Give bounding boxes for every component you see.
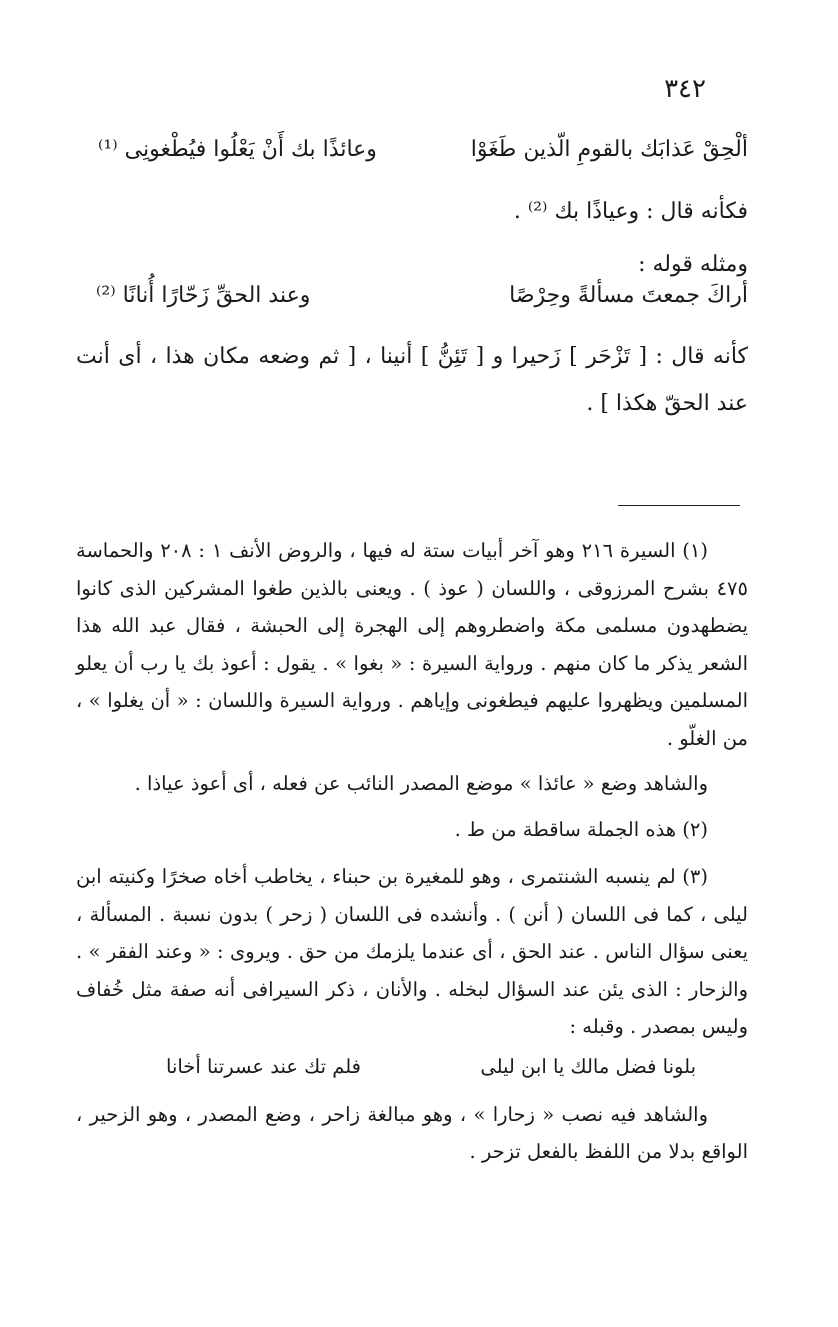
footnote-2: (٢) هذه الجملة ساقطة من ط . (454, 817, 708, 841)
page-number: ٣٤٢ (664, 74, 706, 104)
verse-first-hemistich: ألْحِقْ عَذابَك بالقومِ الّذين طَغَوْا (470, 137, 748, 162)
footnotes (76, 532, 748, 1171)
verse-second-hemistich: وعائذًا بك أَنْ يَعْلُوا فيُطْغونِى ⁽¹⁾ (98, 137, 377, 162)
footnote-divider (618, 505, 740, 506)
footnote-1: (١) السيرة ٢١٦ وهو آخر أبيات ستة له فيها ، والروض الأنف ١ : ٢٠٨ والحماسة ٤٧٥ بشرح المرزوقى ، واللسان ( عوذ ) . ويعنى بالذين طغوا المشركين الذى كانوا يضطهدون مسلمى مكة واضطروهم إلى الهجرة إلى الحبشة ، فقال عبد الله هذا الشعر يذكر ما كان منهم . ورواية السيرة : « بغوا » . يقول : أعوذ بك يا رب أن يعلو المسلمين ويظهروا عليهم فيطغونى وإياهم . ورواية السيرة واللسان : « أن يغلوا » ، من الغلّو . (76, 539, 748, 750)
verse-second-hemistich: فلم تك عند عسرتنا أخانا (166, 1054, 361, 1078)
footnote-verse (76, 1048, 748, 1086)
footnote-3: (٣) لم ينسبه الشنتمرى ، وهو للمغيرة بن حبناء ، يخاطب أخاه صخرًا وكنيته ابن ليلى ، كما فى اللسان ( أنن ) . وأنشده فى اللسان ( زحر ) بدون نسبة . المسألة ، يعنى سؤال الناس . عند الحق ، أى عندما يلزمك من حق . ويروى : « وعند الفقر » . والزحار : الذى يئن عند السؤال لبخله . والأنان ، ذكر السيرافى أنه صفة مثل خُفاف وليس بمصدر . وقبله : (76, 865, 748, 1038)
verse-first-hemistich: بلونا فضل مالك يا ابن ليلى (480, 1054, 696, 1078)
verse-second-hemistich: وعند الحقِّ زَحّارًا أُنانًا ⁽²⁾ (96, 283, 311, 308)
prose-paragraph: كأنه قال : [ تَزْحَر ] زَحيرا و [ تَئِنُّ ] أنينا ، [ ثم وضعه مكان هذا ، أى أنت عند الحقّ هكذا ] . (76, 344, 748, 416)
footnote-1-continuation: والشاهد وضع « عائذا » موضع المصدر النائب عن فعله ، أى أعوذ عياذا . (134, 772, 708, 795)
text-line: فكأنه قال : وعياذًا بك ⁽²⁾ . (513, 199, 748, 224)
text-line: ومثله قوله : (638, 252, 748, 277)
main-text (76, 135, 748, 449)
verse-first-hemistich: أراكَ جمعتَ مسألةً وحِرْصًا (509, 283, 748, 308)
verse-line (76, 137, 748, 175)
footnote-3-continuation: والشاهد فيه نصب « زحارا » ، وهو مبالغة زاحر ، وضع المصدر ، وهو الزحير ، الواقع بدلا من اللفظ بالفعل تزحر . (76, 1102, 748, 1163)
verse-line (76, 283, 748, 321)
